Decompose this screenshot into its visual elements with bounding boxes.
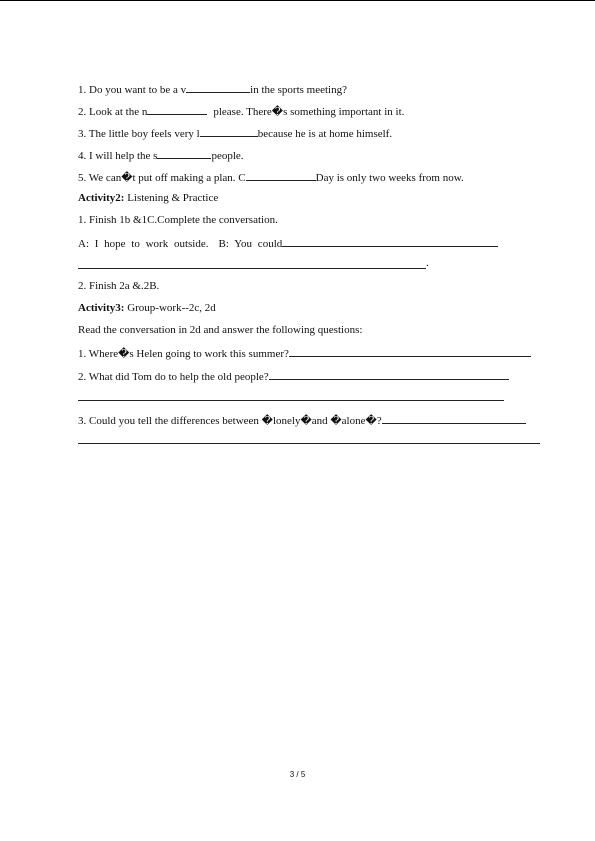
vocab-q3-blank[interactable]: [200, 125, 258, 137]
activity3-q2-answer-line[interactable]: [78, 400, 504, 401]
activity2-heading: [78, 191, 218, 205]
activity2-label: Activity2:: [78, 192, 125, 204]
vocab-q5-text: 5. We can�t put off making a plan. C: [78, 172, 246, 184]
vocab-q5-blank[interactable]: [246, 169, 316, 181]
conversation-b-part: B: You could: [218, 238, 283, 250]
vocab-q5-after: Day is only two weeks from now.: [315, 172, 464, 184]
activity3-question-2: [78, 368, 509, 384]
vocab-q4-blank[interactable]: [157, 147, 211, 159]
vocab-question-3: [78, 125, 392, 141]
activity3-question-3: [78, 412, 526, 428]
activity2-item-2: [78, 279, 159, 293]
vocab-q4-after: people.: [211, 150, 244, 162]
vocab-question-1: [78, 81, 347, 97]
activity2-item-1: [78, 213, 278, 227]
activity3-q2-blank[interactable]: [269, 368, 509, 380]
vocab-q1-blank[interactable]: [186, 81, 250, 93]
vocab-q2-blank[interactable]: [147, 103, 207, 115]
activity3-q1-blank[interactable]: [289, 345, 531, 357]
vocab-q1-after: in the sports meeting?: [250, 84, 347, 96]
conversation-answer-line[interactable]: [78, 268, 426, 269]
vocab-q3-after: because he is at home himself.: [257, 128, 393, 140]
vocab-q3-text: 3. The little boy feels very l: [78, 128, 200, 140]
vocab-question-2: [78, 103, 404, 119]
vocab-q4-text: 4. I will help the s: [78, 150, 158, 162]
activity2-conversation: [78, 235, 498, 251]
activity3-intro-text: Read the conversation in 2d and answer the following questions:: [78, 324, 363, 336]
activity3-q2-text: 2. What did Tom do to help the old people?: [78, 371, 269, 383]
activity2-item1-text: 1. Finish 1b &1C.Complete the conversation.: [78, 214, 278, 226]
page-number: 3 / 5: [289, 770, 306, 779]
vocab-question-4: [78, 147, 244, 163]
activity3-question-1: [78, 345, 531, 361]
activity2-item2-text: 2. Finish 2a &.2B.: [78, 280, 160, 292]
vocab-q2-text: 2. Look at the n: [78, 106, 148, 118]
activity3-q3-blank[interactable]: [382, 412, 526, 424]
vocab-q1-text: 1. Do you want to be a v: [78, 84, 187, 96]
vocab-question-5: [78, 169, 464, 185]
top-border-line: [0, 0, 595, 1]
activity3-heading: [78, 301, 216, 315]
activity3-q3-text: 3. Could you tell the differences between �lonely�and �alone�?: [78, 415, 382, 427]
activity3-intro: [78, 323, 362, 337]
activity3-q3-answer-line[interactable]: [78, 443, 540, 444]
activity3-title: Group-work--2c, 2d: [127, 302, 216, 314]
conversation-b-blank[interactable]: [282, 235, 498, 247]
conversation-a-part: A: I hope to work outside.: [78, 238, 209, 250]
activity3-q1-text: 1. Where�s Helen going to work this summer?: [78, 348, 289, 360]
activity2-title: Listening & Practice: [127, 192, 219, 204]
conversation-end-period: .: [426, 257, 429, 269]
vocab-q2-after: please. There�s something important in it.: [213, 106, 405, 118]
activity3-label: Activity3:: [78, 302, 125, 314]
